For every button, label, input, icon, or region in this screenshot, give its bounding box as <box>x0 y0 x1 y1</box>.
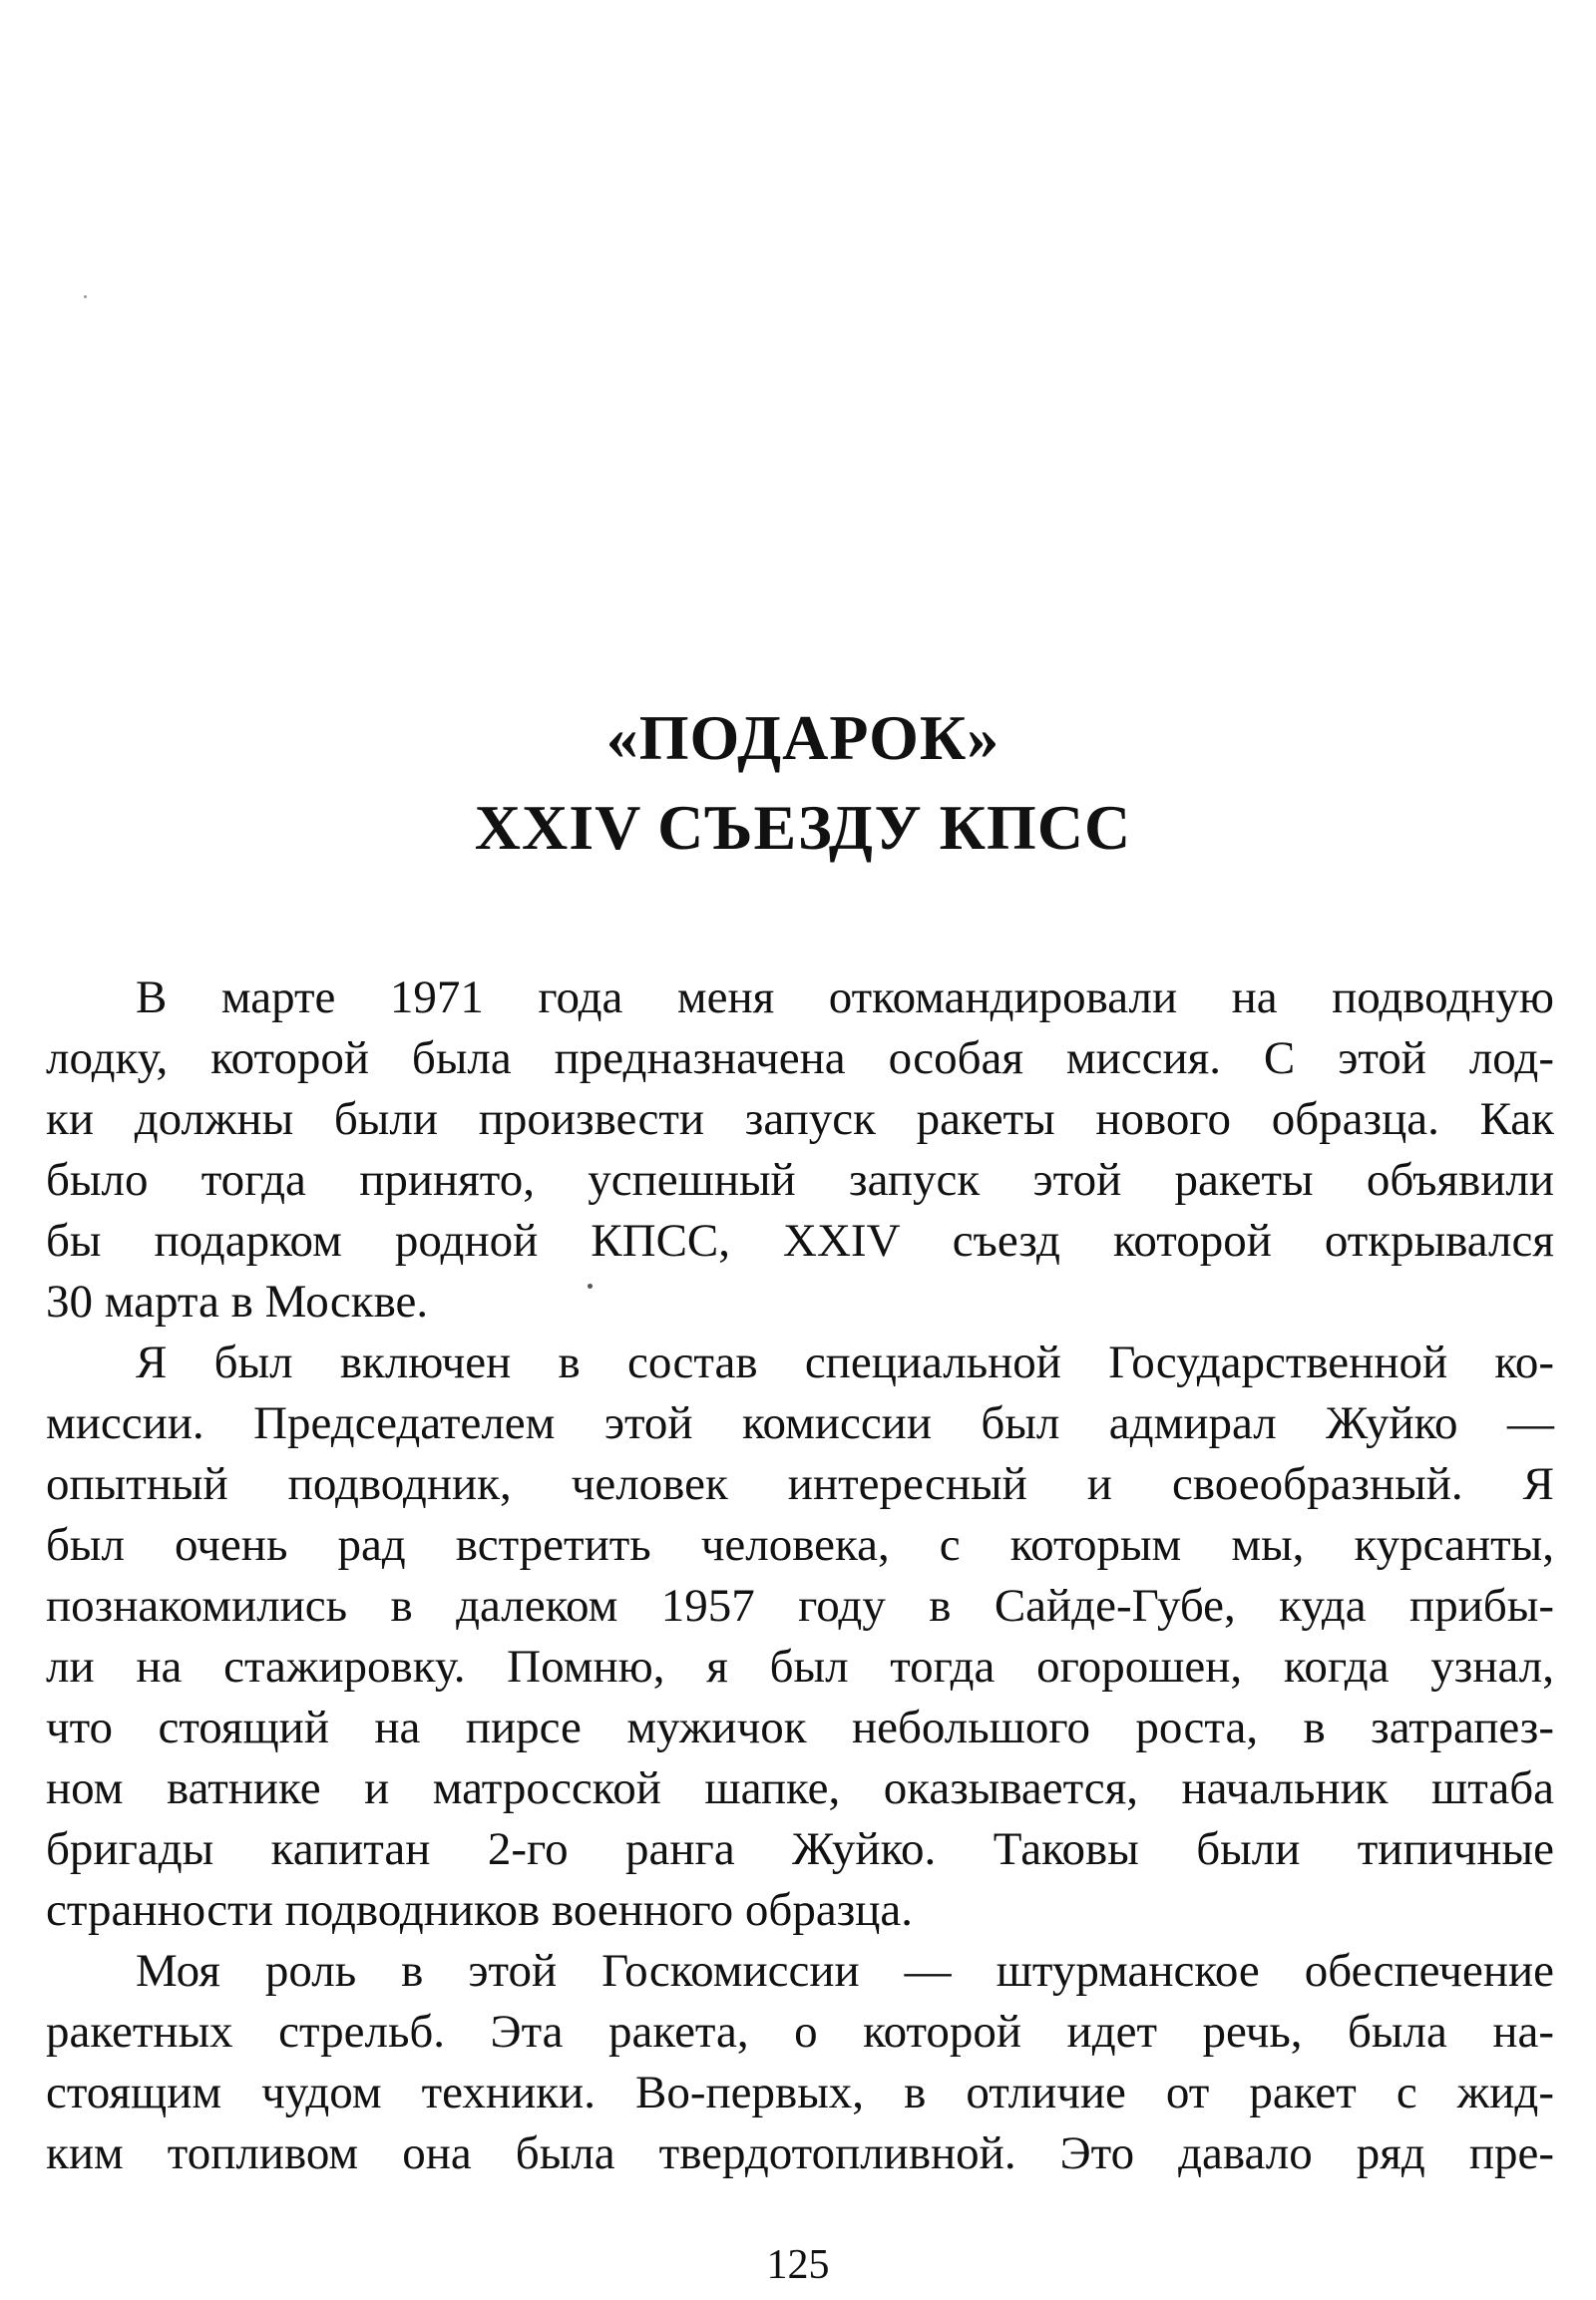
text-line: Я был включен в состав специальной Государственной ко- <box>136 1337 1554 1388</box>
text-line: опытный подводник, человек интересный и своеобразный. Я <box>46 1458 1554 1510</box>
text-line: 30 марта в Москве. <box>46 1276 429 1328</box>
text-line: ли на стажировку. Помню, я был тогда огорошен, когда узнал, <box>46 1641 1554 1693</box>
text-line: стоящим чудом техники. Во-первых, в отличие от ракет с жид- <box>46 2067 1554 2118</box>
text-line: был очень рад встретить человека, с которым мы, курсанты, <box>46 1519 1554 1571</box>
text-line: миссии. Председателем этой комиссии был адмирал Жуйко — <box>46 1397 1554 1449</box>
text-line: Моя роль в этой Госкомиссии — штурманское обеспечение <box>136 1945 1554 1997</box>
chapter-title <box>0 693 1596 873</box>
text-line: В марте 1971 года меня откомандировали на подводную <box>136 971 1554 1023</box>
text-line: бы подарком родной КПСС, XXIV съезд которой открывался <box>46 1215 1554 1267</box>
chapter-title-line-1: «ПОДАРОК» <box>605 702 1000 773</box>
text-line: ном ватнике и матросской шапке, оказывается, начальник штаба <box>46 1762 1554 1814</box>
paragraph-3 <box>46 1941 1554 2184</box>
scan-speck <box>84 295 87 298</box>
text-line: странности подводников военного образца. <box>46 1884 914 1936</box>
text-line: что стоящий на пирсе мужичок небольшого роста, в затрапез- <box>46 1702 1554 1753</box>
paragraph-1 <box>46 967 1554 1333</box>
text-line: ки должны были произвести запуск ракеты нового образца. Как <box>46 1093 1554 1145</box>
page-number: 125 <box>766 2242 830 2288</box>
text-line: познакомились в далеком 1957 году в Сайде-Губе, куда прибы- <box>46 1580 1554 1632</box>
text-line: ким топливом она была твердотопливной. Это давало ряд пре- <box>46 2127 1554 2179</box>
paragraph-2 <box>46 1333 1554 1941</box>
text-line: бригады капитан 2-го ранга Жуйко. Таковы были типичные <box>46 1823 1554 1875</box>
text-line: было тогда принято, успешный запуск этой ракеты объявили <box>46 1154 1554 1206</box>
chapter-title-line-2: XXIV СЪЕЗДУ КПСС <box>474 792 1132 863</box>
text-line: лодку, которой была предназначена особая миссия. С этой лод- <box>46 1032 1554 1084</box>
text-line: ракетных стрельб. Эта ракета, о которой идет речь, была на- <box>46 2006 1554 2058</box>
chapter-body <box>46 967 1554 2184</box>
